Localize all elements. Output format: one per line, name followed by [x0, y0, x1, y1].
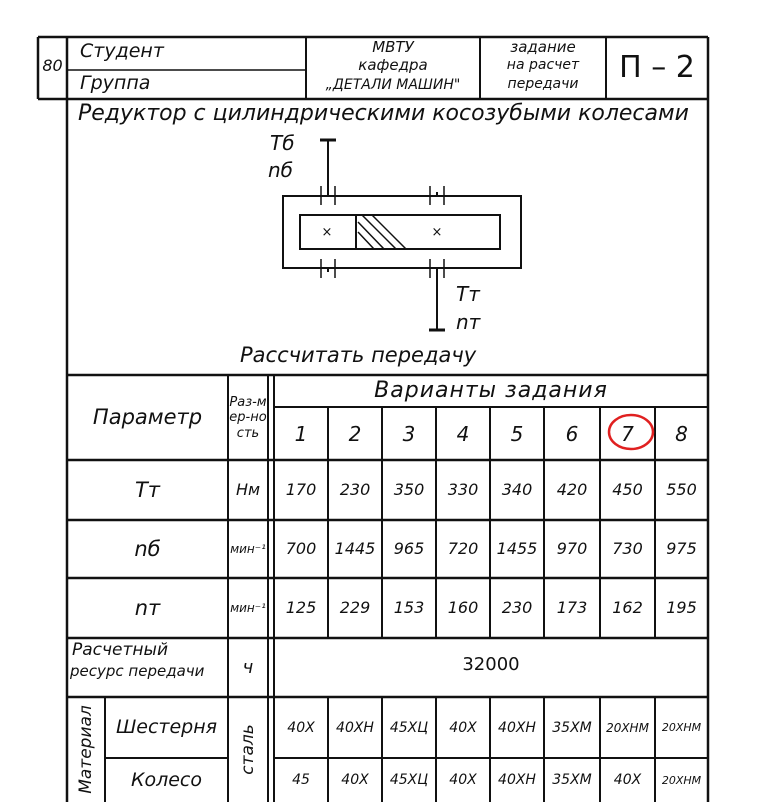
variant-number: 3	[402, 421, 416, 446]
task-line1: задание	[510, 37, 576, 56]
variant-number: 1	[294, 421, 308, 446]
material-group	[67, 697, 105, 802]
pinion-label: Шестерня	[115, 716, 218, 738]
shaft-marker-icon: ×	[431, 224, 443, 240]
table-cell: 45	[292, 772, 310, 788]
variant-number: 2	[348, 421, 362, 446]
table-cell: 550	[666, 480, 697, 499]
page-title: Редуктор с цилиндрическими косозубыми колесами	[78, 101, 689, 126]
table-cell: 125	[285, 598, 317, 617]
material-unit-cell	[228, 697, 268, 802]
output-speed-label: nт	[456, 310, 481, 334]
student-label: Студент	[80, 40, 164, 62]
table-cell: 350	[393, 480, 425, 499]
table-cell: 230	[501, 598, 533, 617]
table-cell: 20ХНМ	[606, 720, 649, 735]
table-cell: 40ХН	[498, 772, 536, 788]
material-unit: сталь	[237, 724, 258, 775]
resource-unit: ч	[242, 656, 254, 678]
table-cell: 40Х	[449, 772, 477, 788]
table-cell: 720	[447, 539, 479, 558]
variant-number-selected: 7	[621, 421, 634, 446]
org-line3: „ДЕТАЛИ МАШИН"	[325, 77, 461, 93]
table-cell: 45ХЦ	[389, 719, 429, 736]
task-line3: передачи	[507, 76, 579, 92]
param-unit: мин⁻¹	[230, 542, 266, 556]
shaft-marker-icon: ×	[321, 224, 333, 240]
table-cell: 170	[285, 480, 317, 499]
instruction-text: Рассчитать передачу	[240, 343, 477, 367]
variant-number: 8	[675, 421, 688, 446]
table-cell: 162	[612, 598, 643, 617]
table-cell: 700	[285, 539, 317, 558]
gear-label: Колесо	[130, 768, 203, 791]
table-cell: 1455	[496, 539, 538, 558]
org-line1: МВТУ	[372, 37, 414, 56]
param-name: nб	[134, 536, 161, 561]
task-code: П – 2	[619, 50, 695, 85]
table-cell: 35ХМ	[552, 719, 592, 736]
resource-label-line2: ресурс передачи	[70, 662, 205, 680]
param-name: nт	[134, 595, 161, 620]
table-cell: 40Х	[449, 719, 477, 736]
variant-number: 6	[565, 421, 579, 446]
table-cell: 970	[556, 539, 588, 558]
table-cell: 20ХНМ	[661, 721, 702, 734]
variant-number: 5	[510, 421, 524, 446]
output-torque-label: Тт	[456, 282, 480, 306]
table-cell: 1445	[334, 539, 376, 558]
table-cell: 153	[393, 598, 425, 617]
param-unit: Нм	[235, 480, 261, 499]
table-cell: 40ХН	[498, 719, 536, 736]
table-cell: 975	[666, 539, 697, 558]
table-cell: 229	[339, 598, 371, 617]
table-cell: 450	[612, 480, 643, 499]
table-cell: 20ХНМ	[661, 773, 702, 787]
table-cell: 40Х	[287, 719, 315, 736]
table-cell: 40Х	[341, 772, 369, 788]
param-unit: мин⁻¹	[230, 601, 266, 615]
resource-label-line1: Расчетный	[72, 640, 169, 660]
org-line2: кафедра	[358, 55, 428, 74]
table-cell: 420	[556, 480, 588, 499]
table-cell: 160	[447, 598, 479, 617]
table-cell: 45ХЦ	[389, 772, 429, 788]
table-cell: 195	[666, 598, 697, 617]
input-speed-label: nб	[268, 158, 294, 182]
table-cell: 965	[393, 539, 425, 558]
resource-value: 32000	[462, 654, 520, 675]
table-cell: 340	[501, 480, 533, 499]
input-torque-label: Тб	[270, 131, 295, 155]
table-cell: 35ХМ	[552, 772, 592, 788]
variant-number: 4	[456, 421, 470, 446]
table-cell: 173	[556, 598, 588, 617]
table-cell: 40Х	[613, 772, 642, 788]
table-cell: 40ХН	[336, 719, 374, 736]
material-group-label: Материал	[75, 705, 96, 794]
sheet-number: 80	[42, 56, 63, 75]
param-name: Тт	[134, 477, 161, 502]
group-label: Группа	[80, 72, 151, 94]
param-header: Параметр	[92, 405, 203, 429]
table-cell: 230	[339, 480, 371, 499]
table-cell: 330	[447, 480, 479, 499]
table-cell: 730	[612, 539, 643, 558]
unit-header: Раз-мер-ность	[229, 394, 267, 441]
task-line2: на расчет	[506, 57, 580, 73]
variants-header: Варианты задания	[374, 378, 608, 403]
